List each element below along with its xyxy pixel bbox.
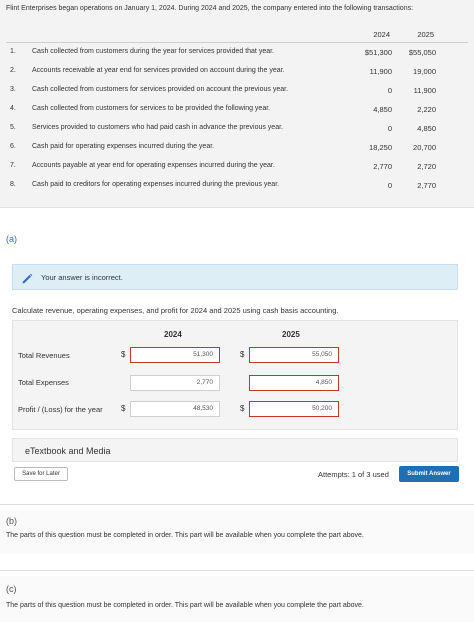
- total-expenses-2025-input[interactable]: 4,850: [249, 375, 339, 391]
- row-description: Cash paid for operating expenses incurred during the year.: [32, 143, 215, 150]
- profit-loss-label: Profit / (Loss) for the year: [18, 405, 103, 414]
- row-value-2025: 4,850: [417, 124, 436, 133]
- transactions-section: [0, 0, 474, 208]
- part-c-message: The parts of this question must be completed in order. This part will be available when you complete the part above.: [6, 602, 364, 609]
- save-for-later-button[interactable]: Save for Later: [14, 467, 68, 481]
- incorrect-answer-banner: [12, 264, 458, 290]
- header-divider: [6, 42, 468, 43]
- row-description: Cash collected from customers during the year for services provided that year.: [32, 48, 274, 55]
- row-value-2025: 2,770: [417, 181, 436, 190]
- year-header-2024: 2024: [373, 30, 390, 39]
- banner-message: Your answer is incorrect.: [41, 273, 123, 282]
- currency-symbol: $: [240, 404, 245, 413]
- currency-symbol: $: [121, 404, 126, 413]
- column-header-2025: 2025: [282, 330, 300, 339]
- table-row: [0, 105, 474, 117]
- row-value-2025: 2,720: [417, 162, 436, 171]
- row-description: Services provided to customers who had paid cash in advance the previous year.: [32, 124, 283, 131]
- row-description: Accounts receivable at year end for services provided on account during the year.: [32, 67, 285, 74]
- total-expenses-2024-input[interactable]: 2,770: [130, 375, 220, 391]
- year-header-2025: 2025: [417, 30, 434, 39]
- row-number: 4.: [10, 105, 16, 112]
- row-number: 6.: [10, 143, 16, 150]
- question-text: Calculate revenue, operating expenses, and profit for 2024 and 2025 using cash basis accounting.: [12, 306, 339, 315]
- total-revenues-2025-input[interactable]: 55,050: [249, 347, 339, 363]
- section-divider: [0, 570, 474, 571]
- table-row: [0, 48, 474, 60]
- row-value-2024: 4,850: [373, 105, 392, 114]
- profit-loss-2024-input[interactable]: 48,530: [130, 401, 220, 417]
- part-b-section: [0, 510, 474, 554]
- column-header-2024: 2024: [164, 330, 182, 339]
- intro-text: Flint Enterprises began operations on January 1, 2024. During 2024 and 2025, the company entered into the following transactions:: [6, 5, 414, 12]
- row-number: 8.: [10, 181, 16, 188]
- part-c-label: (c): [6, 584, 17, 594]
- profit-loss-2025-input[interactable]: 50,200: [249, 401, 339, 417]
- attempts-counter: Attempts: 1 of 3 used: [318, 470, 389, 479]
- row-value-2024: 0: [387, 124, 392, 133]
- section-divider: [0, 504, 474, 505]
- etextbook-label: eTextbook and Media: [25, 446, 111, 456]
- currency-symbol: $: [121, 350, 126, 359]
- row-description: Cash paid to creditors for operating expenses incurred during the previous year.: [32, 181, 280, 188]
- row-number: 1.: [10, 48, 16, 55]
- submit-answer-button[interactable]: Submit Answer: [399, 466, 459, 482]
- row-description: Accounts payable at year end for operating expenses incurred during the year.: [32, 162, 275, 169]
- row-value-2024: 11,900: [369, 67, 392, 76]
- row-description: Cash collected from customers for services to be provided the following year.: [32, 105, 271, 112]
- row-number: 2.: [10, 67, 16, 74]
- row-value-2025: 20,700: [413, 143, 436, 152]
- total-revenues-label: Total Revenues: [18, 351, 70, 360]
- part-b-label: (b): [6, 516, 17, 526]
- part-a-label: (a): [6, 234, 17, 244]
- row-value-2025: 19,000: [413, 67, 436, 76]
- row-value-2024: $51,300: [364, 48, 392, 57]
- part-c-section: [0, 576, 474, 622]
- part-b-message: The parts of this question must be completed in order. This part will be available when you complete the part above.: [6, 532, 364, 539]
- row-value-2024: 18,250: [369, 143, 392, 152]
- row-value-2025: $55,050: [408, 48, 436, 57]
- row-value-2025: 11,900: [413, 86, 436, 95]
- row-number: 5.: [10, 124, 16, 131]
- row-description: Cash collected from customers for services provided on account the previous year.: [32, 86, 289, 93]
- row-value-2024: 0: [387, 181, 392, 190]
- table-row: [0, 162, 474, 174]
- pencil-icon: [21, 272, 33, 284]
- etextbook-media-bar[interactable]: [12, 438, 458, 462]
- table-row: [0, 124, 474, 136]
- row-number: 3.: [10, 86, 16, 93]
- table-row: [0, 143, 474, 155]
- row-value-2024: 2,770: [373, 162, 392, 171]
- currency-symbol: $: [240, 350, 245, 359]
- row-number: 7.: [10, 162, 16, 169]
- row-value-2025: 2,220: [417, 105, 436, 114]
- table-row: [0, 181, 474, 193]
- table-row: [0, 67, 474, 79]
- row-value-2024: 0: [387, 86, 392, 95]
- total-revenues-2024-input[interactable]: 51,300: [130, 347, 220, 363]
- total-expenses-label: Total Expenses: [18, 378, 69, 387]
- table-row: [0, 86, 474, 98]
